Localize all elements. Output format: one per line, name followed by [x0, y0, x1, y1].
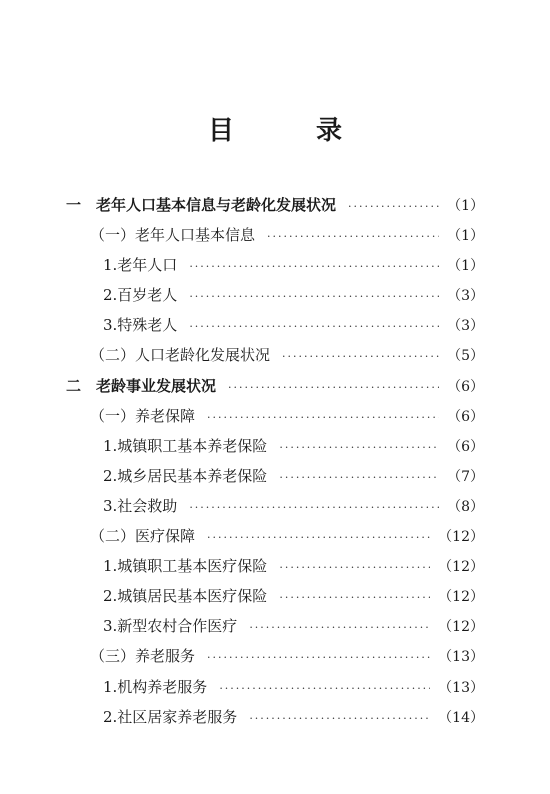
toc-entry-label: 1.机构养老服务 [103, 677, 208, 696]
dot-leader [189, 252, 439, 282]
toc-page-number: （5） [447, 348, 484, 365]
toc-entry-label: 3.新型农村合作医疗 [103, 617, 238, 636]
toc-chapter-entry[interactable] [66, 190, 484, 220]
dot-leader [219, 674, 430, 704]
toc-entry-label: （二）医疗保障 [90, 527, 196, 546]
toc-subsection-entry[interactable] [66, 581, 484, 611]
toc-subsection-entry[interactable] [66, 702, 484, 732]
toc-page-number: （12） [438, 589, 484, 606]
toc-page-number: （1） [447, 198, 484, 214]
dot-leader [282, 342, 439, 372]
toc-section-entry[interactable] [66, 220, 484, 250]
dot-leader [279, 583, 430, 613]
toc-page-number: （12） [438, 529, 484, 546]
toc-entry-label: 1.城镇职工基本养老保险 [103, 436, 268, 455]
toc-entry-label: （二）人口老龄化发展状况 [90, 346, 271, 365]
dot-leader [189, 493, 439, 523]
toc-entry-label: （一）老年人口基本信息 [90, 226, 256, 245]
dot-leader [189, 282, 439, 312]
toc-page-number: （14） [438, 709, 484, 726]
toc-subsection-entry[interactable] [66, 551, 484, 581]
toc-page-number: （6） [447, 438, 484, 455]
toc-entry-label: 1.城镇职工基本医疗保险 [103, 557, 268, 576]
toc-subsection-entry[interactable] [66, 250, 484, 280]
toc-page-number: （6） [447, 378, 484, 395]
dot-leader [189, 312, 439, 342]
dot-leader [267, 222, 439, 252]
toc-page-number: （12） [438, 559, 484, 576]
toc-page-number: （13） [438, 679, 484, 696]
table-of-contents [66, 190, 484, 732]
toc-subsection-entry[interactable] [66, 431, 484, 461]
dot-leader [207, 523, 430, 553]
toc-page-number: （13） [438, 649, 484, 666]
toc-page-number: （6） [447, 408, 484, 425]
dot-leader [249, 613, 430, 643]
dot-leader [279, 463, 439, 493]
toc-page-number: （7） [447, 468, 484, 485]
toc-section-entry[interactable] [66, 521, 484, 551]
toc-entry-label: 2.百岁老人 [103, 286, 178, 305]
toc-entry-label: 2.城乡居民基本养老保险 [103, 466, 268, 485]
toc-subsection-entry[interactable] [66, 280, 484, 310]
dot-leader [279, 553, 430, 583]
page-title: 目 录 [207, 116, 370, 146]
toc-entry-label: 3.特殊老人 [103, 316, 178, 335]
toc-subsection-entry[interactable] [66, 491, 484, 521]
toc-entry-label: （三）养老服务 [90, 647, 196, 666]
toc-entry-label: 1.老年人口 [103, 256, 178, 275]
dot-leader [279, 433, 439, 463]
dot-leader [228, 373, 439, 403]
toc-subsection-entry[interactable] [66, 611, 484, 641]
toc-page-number: （12） [438, 619, 484, 636]
dot-leader [207, 643, 430, 673]
toc-entry-label: 3.社会救助 [103, 496, 178, 515]
toc-chapter-entry[interactable] [66, 371, 484, 401]
toc-subsection-entry[interactable] [66, 672, 484, 702]
dot-leader [207, 403, 439, 433]
toc-entry-label: 2.社区居家养老服务 [103, 707, 238, 726]
toc-entry-label: （一）养老保障 [90, 406, 196, 425]
toc-entry-label: 2.城镇居民基本医疗保险 [103, 587, 268, 606]
toc-page-number: （1） [447, 258, 484, 275]
dot-leader [348, 192, 439, 222]
toc-section-entry[interactable] [66, 641, 484, 671]
toc-subsection-entry[interactable] [66, 310, 484, 340]
toc-page-number: （3） [447, 288, 484, 305]
toc-entry-label: 二 老龄事业发展状况 [66, 376, 217, 395]
toc-entry-label: 一 老年人口基本信息与老龄化发展状况 [66, 196, 337, 214]
toc-section-entry[interactable] [66, 401, 484, 431]
toc-section-entry[interactable] [66, 340, 484, 370]
dot-leader [249, 704, 430, 734]
toc-page-number: （8） [447, 498, 484, 515]
toc-page-number: （3） [447, 318, 484, 335]
toc-subsection-entry[interactable] [66, 461, 484, 491]
toc-page-number: （1） [447, 228, 484, 245]
